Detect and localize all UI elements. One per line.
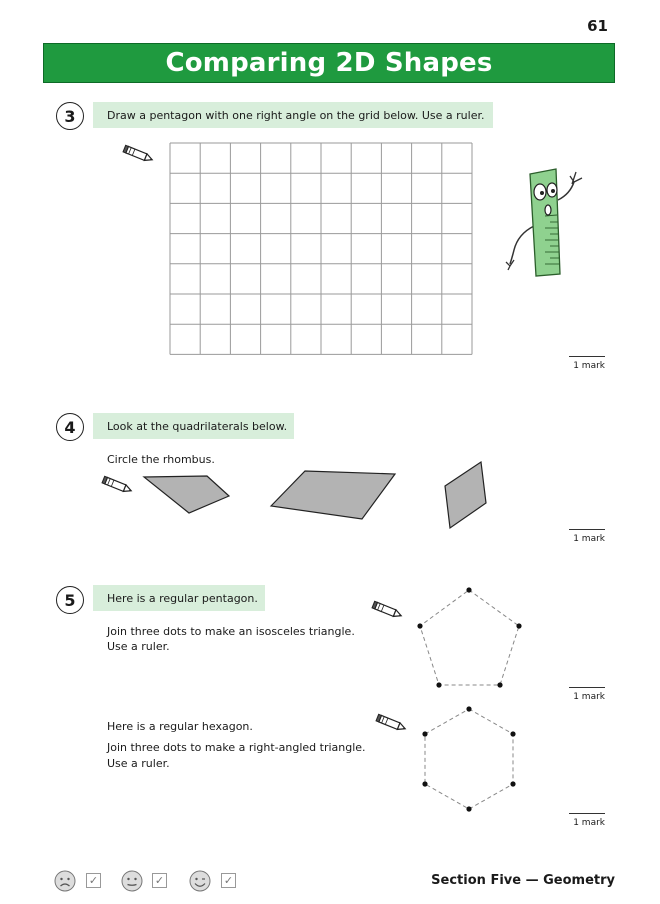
sad-face-icon — [54, 870, 76, 892]
hexagon-dot[interactable] — [422, 781, 427, 786]
hexagon-dot[interactable] — [466, 706, 471, 711]
question-5a-mark: 1 mark — [569, 687, 605, 702]
question-5b-line1: Join three dots to make a right-angled triangle. — [107, 741, 366, 754]
question-5a-line1: Join three dots to make an isosceles triangle. — [107, 625, 355, 638]
question-5a-line2: Use a ruler. — [107, 640, 170, 653]
question-5b-mark: 1 mark — [569, 813, 605, 828]
question-5b-line2: Use a ruler. — [107, 757, 170, 770]
question-5-number: 5 — [56, 586, 84, 614]
rating-checkbox[interactable]: ✓ — [221, 873, 236, 888]
question-4-mark: 1 mark — [569, 529, 605, 544]
rating-checkbox[interactable]: ✓ — [152, 873, 167, 888]
question-5b-intro: Here is a regular hexagon. — [107, 720, 253, 733]
page-title: Comparing 2D Shapes — [165, 48, 493, 78]
section-label: Section Five — Geometry — [431, 873, 615, 888]
page-number: 61 — [587, 17, 608, 35]
hexagon-dot[interactable] — [422, 731, 427, 736]
happy-face-icon — [189, 870, 211, 892]
question-3-prompt: Draw a pentagon with one right angle on the grid below. Use a ruler. — [107, 108, 485, 122]
hexagon-dot[interactable] — [510, 781, 515, 786]
question-5-prompt: Here is a regular pentagon. — [107, 591, 258, 605]
question-3-mark: 1 mark — [569, 356, 605, 371]
hexagon-dot[interactable] — [466, 806, 471, 811]
rating-checkbox[interactable]: ✓ — [86, 873, 101, 888]
question-4-instruction: Circle the rhombus. — [107, 453, 215, 466]
neutral-face-icon — [121, 870, 143, 892]
hexagon-dot[interactable] — [510, 731, 515, 736]
question-4-prompt: Look at the quadrilaterals below. — [107, 419, 288, 433]
question-3-number: 3 — [56, 102, 84, 130]
question-4-number: 4 — [56, 413, 84, 441]
